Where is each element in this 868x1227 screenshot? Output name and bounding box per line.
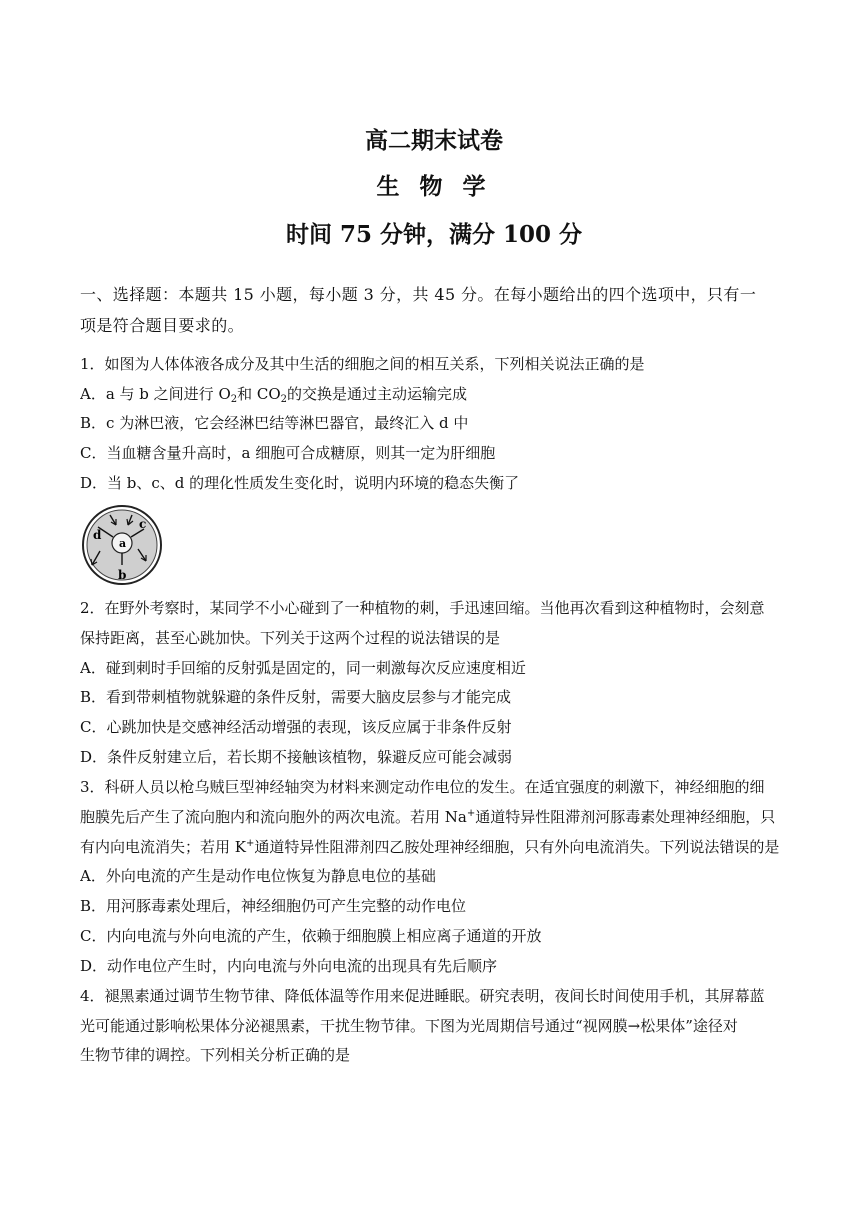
q2-option-c: C．心跳加快是交感神经活动增强的表现，该反应属于非条件反射 xyxy=(80,718,512,736)
q3-option-b: B．用河豚毒素处理后，神经细胞仍可产生完整的动作电位 xyxy=(80,897,467,915)
q1-option-a: A．a 与 b 之间进行 $O_2$和 $CO_2$的交换是通过主动运输完成 xyxy=(80,385,468,404)
q3-stem-line2: 胞膜先后产生了流向胞内和流向胞外的两次电流。若用 Na+通道特异性阻滞剂河豚毒素处理神经细胞，只 xyxy=(80,808,776,826)
q4-stem-line2: 光可能通过影响松果体分泌褪黑素，干扰生物节律。下图为光周期信号通过“视网膜→松果体”途径对 xyxy=(80,1017,738,1035)
q4-stem-line3: 生物节律的调控。下列相关分析正确的是 xyxy=(80,1046,351,1064)
q1-option-c: C．当血糖含量升高时，a 细胞可合成糖原，则其一定为肝细胞 xyxy=(80,444,496,462)
q3-option-d: D．动作电位产生时，内向电流与外向电流的出现具有先后顺序 xyxy=(80,957,498,975)
q4-stem-line1: 4．褪黑素通过调节生物节律、降低体温等作用来促进睡眠。研究表明，夜间长时间使用手机，其屏幕蓝 xyxy=(80,987,765,1005)
q2-option-a: A．碰到刺时手回缩的反射弧是固定的，同一刺激每次反应速度相近 xyxy=(80,659,526,677)
label-d: d xyxy=(93,528,102,542)
section-instructions-line2: 项是符合题目要求的。 xyxy=(80,316,245,335)
label-c: c xyxy=(139,517,147,531)
subject-title: 生 物 学 xyxy=(376,173,492,200)
q3-option-c: C．内向电流与外向电流的产生，依赖于细胞膜上相应离子通道的开放 xyxy=(80,927,542,945)
q3-option-a: A．外向电流的产生是动作电位恢复为静息电位的基础 xyxy=(80,867,436,885)
body-fluid-diagram xyxy=(80,503,164,587)
q1-option-b: B．c 为淋巴液，它会经淋巴结等淋巴器官，最终汇入 d 中 xyxy=(80,414,469,432)
q2-stem-line2: 保持距离，甚至心跳加快。下列关于这两个过程的说法错误的是 xyxy=(80,629,501,647)
q3-stem-line3: 有内向电流消失；若用 K+通道特异性阻滞剂四乙胺处理神经细胞，只有外向电流消失。下列说法错误的是 xyxy=(80,838,780,856)
label-a: a xyxy=(119,537,127,550)
q2-option-b: B．看到带刺植物就躲避的条件反射，需要大脑皮层参与才能完成 xyxy=(80,688,512,706)
label-b: b xyxy=(118,568,127,582)
q1-stem: 1．如图为人体体液各成分及其中生活的细胞之间的相互关系，下列相关说法正确的是 xyxy=(80,355,645,373)
q3-stem-line1: 3．科研人员以枪乌贼巨型神经轴突为材料来测定动作电位的发生。在适宜强度的刺激下，神经细胞的细 xyxy=(80,778,765,796)
q2-option-d: D．条件反射建立后，若长期不接触该植物，躲避反应可能会减弱 xyxy=(80,748,513,766)
section-instructions-line1: 一、选择题：本题共 15 小题，每小题 3 分，共 45 分。在每小题给出的四个选项中，只有一 xyxy=(80,285,757,304)
exam-title: 高二期末试卷 xyxy=(365,127,503,154)
q1-option-d: D．当 b、c、d 的理化性质发生变化时，说明内环境的稳态失衡了 xyxy=(80,474,520,492)
q2-stem-line1: 2．在野外考察时，某同学不小心碰到了一种植物的刺，手迅速回缩。当他再次看到这种植物时，会刻意 xyxy=(80,599,765,617)
time-info: 时间 75 分钟，满分 100 分 xyxy=(285,221,583,248)
